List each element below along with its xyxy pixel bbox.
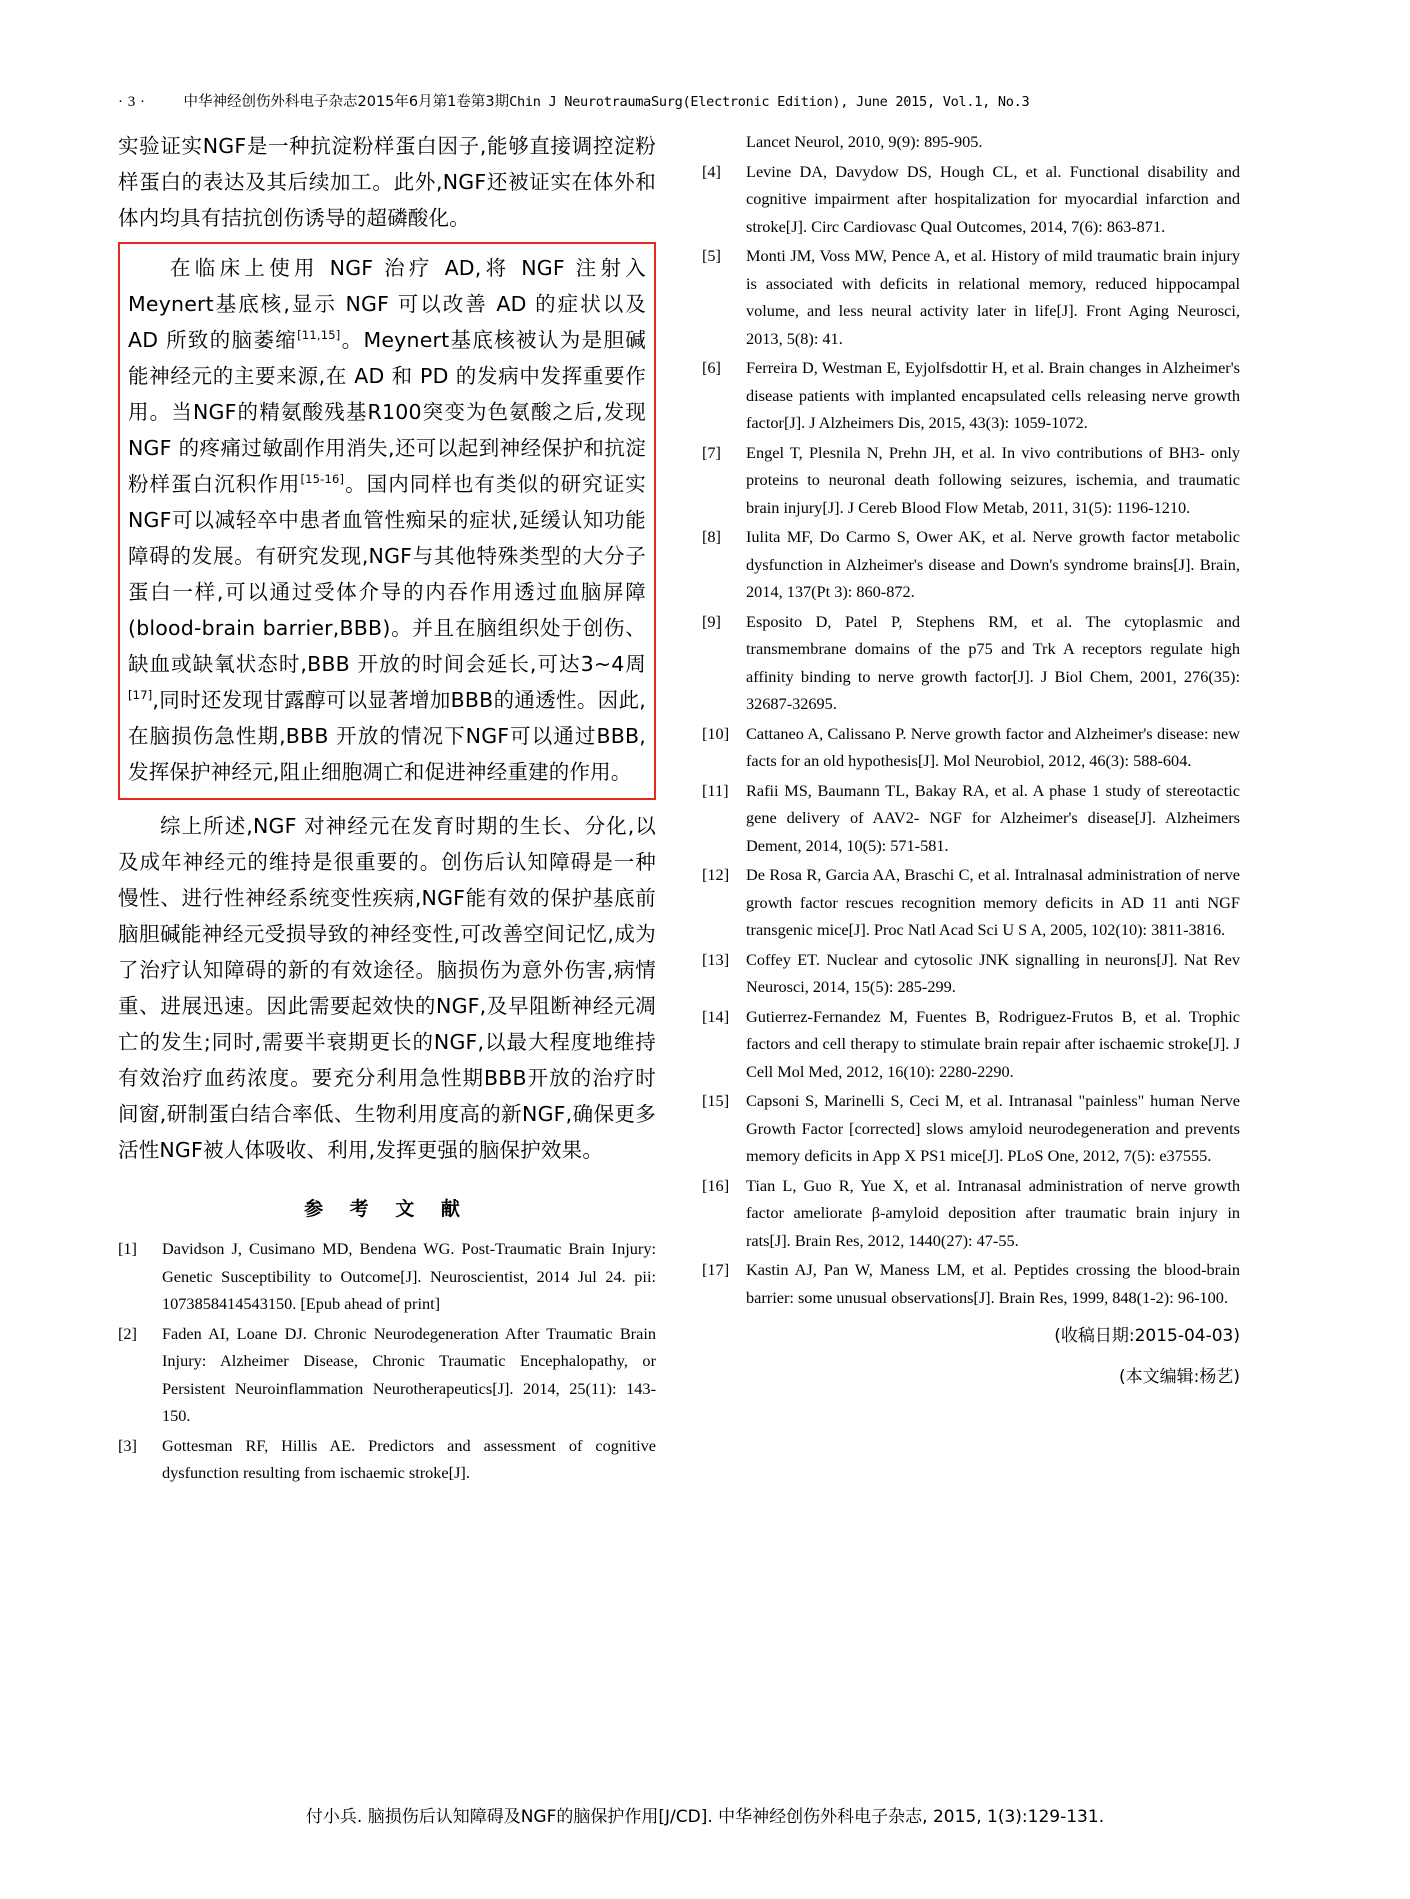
highlighted-passage-text: 在临床上使用 NGF 治疗 AD,将 NGF 注射入Meynert基底核,显示 NGF 可以改善 AD 的症状以及 AD 所致的脑萎缩[11,15]。Meynert基底核被认为是胆碱能神经元的主要来源,在 AD 和 PD 的发病中发挥重要作用。当NGF的精氨酸残基R100突变为色氨酸之后,发现 NGF 的疼痛过敏副作用消失,还可以起到神经保护和抗淀粉样蛋白沉积作用[15-16]。国内同样也有类似的研究证实NGF可以减轻卒中患者血管性痴呆的症状,延缓认知功能障碍的发展。有研究发现,NGF与其他特殊类型的大分子蛋白一样,可以通过受体介导的内吞作用透过血脑屏障(blood-brain barrier,BBB)。并且在脑组织处于创伤、缺血或缺氧状态时,BBB 开放的时间会延长,可达3~4周[17],同时还发现甘露醇可以显著增加BBB的通透性。因此,在脑损伤急性期,BBB 开放的情况下NGF可以通过BBB,发挥保护神经元,阻止细胞凋亡和促进神经重建的作用。: [128, 256, 646, 784]
reference-number: [1]: [118, 1239, 137, 1258]
reference-number: [5]: [702, 246, 721, 265]
received-date: (收稿日期:2015-04-03): [1054, 1326, 1240, 1346]
paragraph-conclusion: 综上所述,NGF 对神经元在发育时期的生长、分化,以及成年神经元的维持是很重要的。创伤后认知障碍是一种慢性、进行性神经系统变性疾病,NGF能有效的保护基底前脑胆碱能神经元受损导致的神经变性,可改善空间记忆,成为了治疗认知障碍的新的有效途径。脑损伤为意外伤害,病情重、进展迅速。因此需要起效快的NGF,及早阻断神经元凋亡的发生;同时,需要半衰期更长的NGF,以最大程度地维持有效治疗血药浓度。要充分利用急性期BBB开放的治疗时间窗,研制蛋白结合率低、生物利用度高的新NGF,确保更多活性NGF被人体吸收、利用,发挥更强的脑保护效果。: [118, 814, 656, 1162]
reference-number: [4]: [702, 161, 721, 181]
reference-text: Coffey ET. Nuclear and cytosolic JNK signalling in neurons[J]. Nat Rev Neurosci, 2014, 15(5): 285-299.: [746, 949, 1240, 996]
reference-text: Faden AI, Loane DJ. Chronic Neurodegeneration After Traumatic Brain Injury: Alzheimer Disease, Chronic Traumatic Encephalopathy, or Persistent Neuroinflammation Neurotherapeutics[J]. 2014, 25(11): 143-150.: [162, 1323, 656, 1425]
reference-number: [16]: [702, 1175, 730, 1195]
reference-number: [12]: [702, 865, 730, 884]
reference-item: [702, 946, 1240, 1001]
reference-item: [702, 158, 1240, 241]
reference-item: [702, 439, 1240, 522]
reference-item: [702, 354, 1240, 437]
reference-number: [2]: [118, 1323, 137, 1343]
left-column: [118, 128, 656, 1489]
reference-text: Capsoni S, Marinelli S, Ceci M, et al. Intranasal "painless" human Nerve Growth Factor [corrected] slows amyloid neurodegeneration and prevents memory deficits in App X PS1 mice[J]. PLoS One, 2012, 7(5): e37555.: [746, 1091, 1240, 1165]
footer-citation: 付小兵. 脑损伤后认知障碍及NGF的脑保护作用[J/CD]. 中华神经创伤外科电子杂志, 2015, 1(3):129-131.: [305, 1807, 1105, 1827]
right-column: [702, 128, 1240, 1393]
reference-number: [9]: [702, 611, 721, 631]
reference-number: [14]: [702, 1006, 730, 1026]
reference-number: [11]: [702, 780, 729, 800]
reference-text: Esposito D, Patel P, Stephens RM, et al. The cytoplasmic and transmembrane domains of the p75 and Trk A receptors regulate high affinity binding to nerve growth factor[J]. J Biol Chem, 2001, 276(35): 32687-32695.: [746, 611, 1240, 713]
editor-note: (本文编辑:杨艺): [1119, 1367, 1240, 1387]
references-heading: 参 考 文 献: [304, 1198, 470, 1220]
reference-text: Lancet Neurol, 2010, 9(9): 895-905.: [746, 132, 983, 151]
paragraph-ngf-amyloid: 实验证实NGF是一种抗淀粉样蛋白因子,能够直接调控淀粉样蛋白的表达及其后续加工。此外,NGF还被证实在体外和体内均具有拮抗创伤诱导的超磷酸化。: [118, 134, 656, 230]
reference-text: De Rosa R, Garcia AA, Braschi C, et al. Intralnasal administration of nerve growth factor rescues recognition memory deficits in AD 11 anti NGF transgenic mice[J]. Proc Natl Acad Sci U S A, 2005, 102(10): 3811-3816.: [746, 865, 1240, 939]
reference-text: Monti JM, Voss MW, Pence A, et al. History of mild traumatic brain injury is associated with deficits in relational memory, reduced hippocampal volume, and less neural activity later in life[J]. Front Aging Neurosci, 2013, 5(8): 41.: [746, 246, 1240, 348]
reference-item: [702, 720, 1240, 775]
running-head: [118, 95, 1292, 110]
reference-text: Tian L, Guo R, Yue X, et al. Intranasal administration of nerve growth factor ameliorate β-amyloid deposition after traumatic brain injury in rats[J]. Brain Res, 2012, 1440(27): 47-55.: [746, 1175, 1240, 1250]
reference-number: [7]: [702, 442, 721, 462]
reference-item: [702, 1256, 1240, 1311]
reference-text: Levine DA, Davydow DS, Hough CL, et al. Functional disability and cognitive impairment after hospitalization for myocardial infarction and stroke[J]. Circ Cardiovasc Qual Outcomes, 2014, 7(6): 863-871.: [746, 161, 1240, 236]
two-column-body: [118, 128, 1292, 1489]
reference-text: Engel T, Plesnila N, Prehn JH, et al. In vivo contributions of BH3- only proteins to neuronal death following seizures, ischemia, and traumatic brain injury[J]. J Cereb Blood Flow Metab, 2011, 31(5): 1196-1210.: [746, 442, 1240, 517]
reference-number: [15]: [702, 1091, 730, 1110]
reference-number: [17]: [702, 1260, 730, 1279]
reference-continuation: [702, 128, 1240, 156]
reference-item: [118, 1320, 656, 1430]
running-head-english: Chin J NeurotraumaSurg(Electronic Edition), June 2015, Vol.1, No.3: [509, 94, 1030, 110]
reference-number-blank: [702, 128, 746, 156]
reference-number: [3]: [118, 1435, 137, 1455]
reference-text: Iulita MF, Do Carmo S, Ower AK, et al. Nerve growth factor metabolic dysfunction in Alzheimer's disease and Down's syndrome brains[J]. Brain, 2014, 137(Pt 3): 860-872.: [746, 527, 1240, 601]
reference-number: [10]: [702, 723, 730, 743]
reference-text: Cattaneo A, Calissano P. Nerve growth factor and Alzheimer's disease: new facts for an old hypothesis[J]. Mol Neurobiol, 2012, 46(3): 588-604.: [746, 723, 1240, 770]
reference-item: [702, 608, 1240, 718]
reference-item: [702, 777, 1240, 860]
reference-item: [702, 861, 1240, 944]
reference-text: Rafii MS, Baumann TL, Bakay RA, et al. A phase 1 study of stereotactic gene delivery of AAV2- NGF for Alzheimer's disease[J]. Alzheimers Dement, 2014, 10(5): 571-581.: [746, 780, 1240, 855]
reference-item: [702, 523, 1240, 606]
reference-item: [702, 1003, 1240, 1086]
reference-text: Ferreira D, Westman E, Eyjolfsdottir H, et al. Brain changes in Alzheimer's disease patients with implanted encapsulated cells releasing nerve growth factor[J]. J Alzheimers Dis, 2015, 43(3): 1059-1072.: [746, 358, 1240, 432]
reference-item: [118, 1432, 656, 1487]
reference-item: [702, 1172, 1240, 1255]
reference-text: Gutierrez-Fernandez M, Fuentes B, Rodriguez-Frutos B, et al. Trophic factors and cell therapy to stimulate brain repair after ischaemic stroke[J]. J Cell Mol Med, 2012, 16(10): 2280-2290.: [746, 1006, 1240, 1081]
reference-number: [6]: [702, 358, 721, 377]
reference-item: [702, 1087, 1240, 1170]
page-number: · 3 ·: [118, 94, 146, 110]
reference-item: [702, 242, 1240, 352]
reference-item: [118, 1235, 656, 1318]
highlighted-passage-box: [118, 242, 656, 800]
reference-number: [13]: [702, 949, 730, 969]
reference-text: Kastin AJ, Pan W, Maness LM, et al. Peptides crossing the blood-brain barrier: some unusual observations[J]. Brain Res, 1999, 848(1-2): 96-100.: [746, 1260, 1240, 1307]
reference-text: Gottesman RF, Hillis AE. Predictors and assessment of cognitive dysfunction resulting from ischaemic stroke[J].: [162, 1435, 656, 1482]
running-head-chinese: 中华神经创伤外科电子杂志2015年6月第1卷第3期: [183, 94, 510, 110]
reference-text: Davidson J, Cusimano MD, Bendena WG. Post-Traumatic Brain Injury: Genetic Susceptibility to Outcome[J]. Neuroscientist, 2014 Jul 24. pii: 1073858414543150. [Epub ahead of print]: [162, 1239, 656, 1313]
reference-number: [8]: [702, 527, 721, 546]
